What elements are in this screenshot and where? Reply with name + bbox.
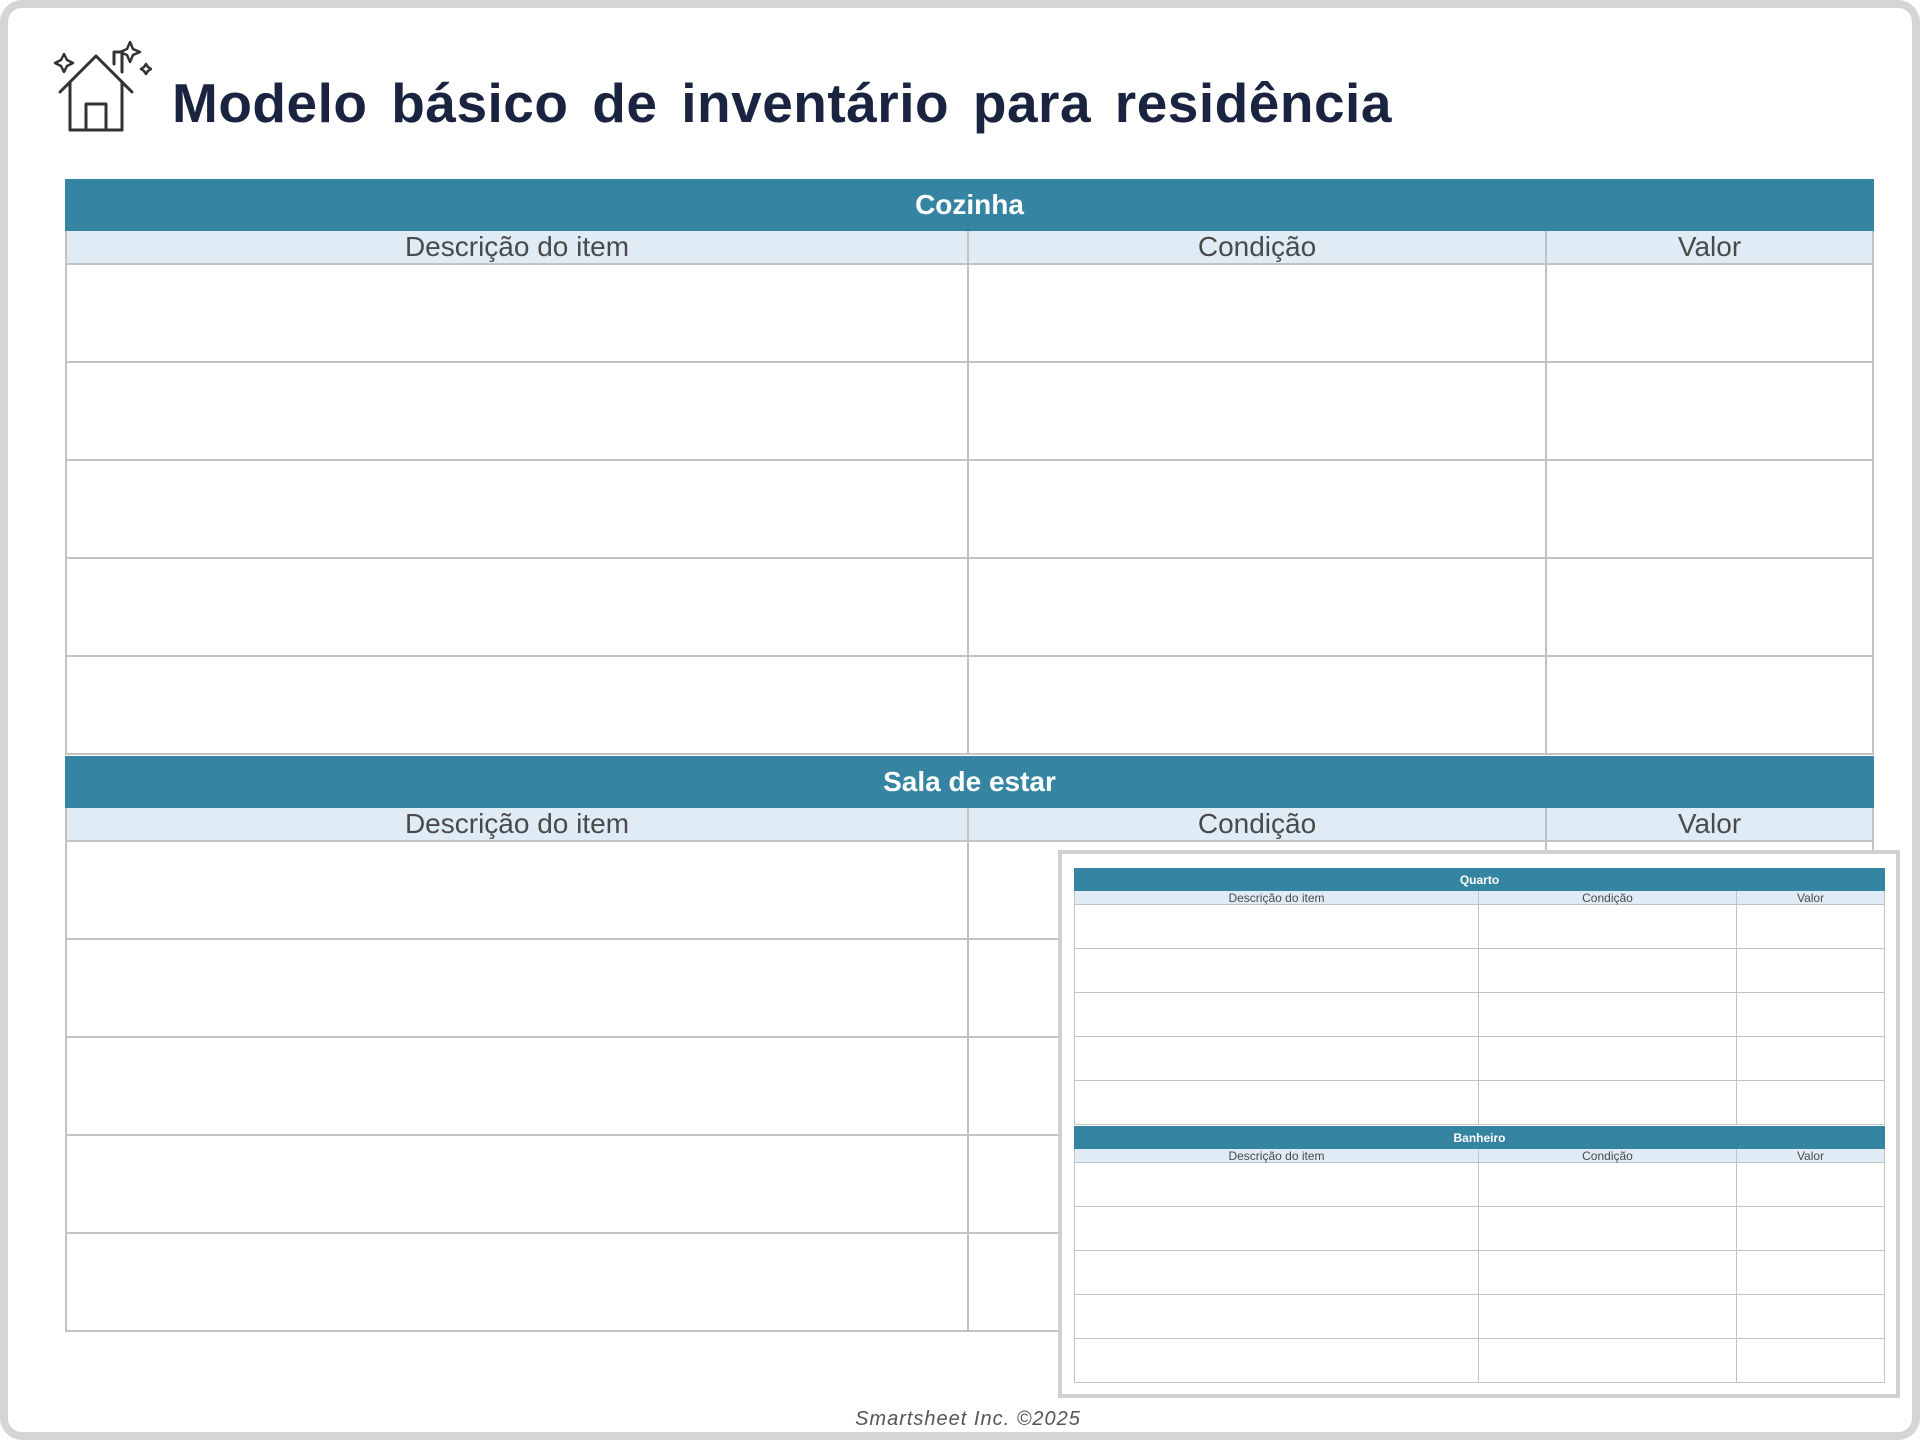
value-cell[interactable] [1737, 1037, 1885, 1081]
condition-cell[interactable] [1479, 1251, 1737, 1295]
value-cell[interactable] [1737, 1295, 1885, 1339]
table-row [1075, 949, 1885, 993]
description-cell[interactable] [1075, 905, 1479, 949]
table-row [1075, 1339, 1885, 1383]
table-row [1075, 993, 1885, 1037]
value-cell[interactable] [1737, 1163, 1885, 1207]
condition-cell[interactable] [1479, 1037, 1737, 1081]
column-header-condition: Condição [968, 230, 1546, 264]
page-preview-inset [1058, 850, 1900, 1398]
table-row [66, 558, 1873, 656]
table-row [1075, 1207, 1885, 1251]
description-cell[interactable] [66, 656, 968, 754]
description-cell[interactable] [66, 558, 968, 656]
condition-cell[interactable] [968, 558, 1546, 656]
table-row [66, 362, 1873, 460]
value-cell[interactable] [1546, 656, 1873, 754]
description-cell[interactable] [1075, 1251, 1479, 1295]
table-row [66, 656, 1873, 754]
description-cell[interactable] [66, 362, 968, 460]
description-cell[interactable] [66, 939, 968, 1037]
condition-cell[interactable] [1479, 1163, 1737, 1207]
column-header-description: Descrição do item [1075, 1149, 1479, 1163]
description-cell[interactable] [1075, 1037, 1479, 1081]
condition-cell[interactable] [1479, 1081, 1737, 1125]
column-header-description: Descrição do item [66, 807, 968, 841]
description-cell[interactable] [1075, 1339, 1479, 1383]
condition-cell[interactable] [1479, 1339, 1737, 1383]
house-sparkle-icon [52, 38, 152, 134]
description-cell[interactable] [1075, 1295, 1479, 1339]
column-header-description: Descrição do item [66, 230, 968, 264]
column-header-value: Valor [1546, 230, 1873, 264]
value-cell[interactable] [1546, 460, 1873, 558]
copyright-footer: Smartsheet Inc. ©2025 [855, 1408, 1081, 1430]
condition-cell[interactable] [1479, 1295, 1737, 1339]
bedroom-section-title: Quarto [1075, 869, 1885, 891]
value-cell[interactable] [1546, 264, 1873, 362]
value-cell[interactable] [1737, 993, 1885, 1037]
condition-cell[interactable] [1479, 1207, 1737, 1251]
table-row [66, 264, 1873, 362]
description-cell[interactable] [66, 841, 968, 939]
value-cell[interactable] [1737, 1081, 1885, 1125]
table-row [1075, 1295, 1885, 1339]
table-row [66, 460, 1873, 558]
bathroom-section-title: Banheiro [1075, 1127, 1885, 1149]
table-row [1075, 1163, 1885, 1207]
condition-cell[interactable] [968, 656, 1546, 754]
description-cell[interactable] [66, 1037, 968, 1135]
page-title: Modelo básico de inventário para residência [172, 72, 1392, 134]
value-cell[interactable] [1737, 905, 1885, 949]
column-header-value: Valor [1546, 807, 1873, 841]
condition-cell[interactable] [1479, 949, 1737, 993]
description-cell[interactable] [1075, 1081, 1479, 1125]
description-cell[interactable] [66, 264, 968, 362]
kitchen-section-title: Cozinha [66, 180, 1873, 230]
column-header-condition: Condição [968, 807, 1546, 841]
description-cell[interactable] [1075, 993, 1479, 1037]
table-row [1075, 1081, 1885, 1125]
value-cell[interactable] [1737, 1339, 1885, 1383]
description-cell[interactable] [66, 1233, 968, 1331]
value-cell[interactable] [1546, 362, 1873, 460]
column-header-condition: Condição [1479, 891, 1737, 905]
condition-cell[interactable] [968, 460, 1546, 558]
value-cell[interactable] [1737, 1207, 1885, 1251]
table-row [1075, 905, 1885, 949]
description-cell[interactable] [66, 460, 968, 558]
living-room-section-title: Sala de estar [66, 757, 1873, 807]
description-cell[interactable] [1075, 1163, 1479, 1207]
kitchen-table [65, 179, 1874, 755]
bathroom-table [1074, 1126, 1885, 1383]
bedroom-table [1074, 868, 1885, 1125]
column-header-value: Valor [1737, 891, 1885, 905]
value-cell[interactable] [1546, 558, 1873, 656]
description-cell[interactable] [1075, 1207, 1479, 1251]
condition-cell[interactable] [1479, 905, 1737, 949]
condition-cell[interactable] [968, 264, 1546, 362]
table-row [1075, 1037, 1885, 1081]
value-cell[interactable] [1737, 949, 1885, 993]
column-header-condition: Condição [1479, 1149, 1737, 1163]
column-header-description: Descrição do item [1075, 891, 1479, 905]
description-cell[interactable] [1075, 949, 1479, 993]
condition-cell[interactable] [1479, 993, 1737, 1037]
value-cell[interactable] [1737, 1251, 1885, 1295]
table-row [1075, 1251, 1885, 1295]
column-header-value: Valor [1737, 1149, 1885, 1163]
description-cell[interactable] [66, 1135, 968, 1233]
condition-cell[interactable] [968, 362, 1546, 460]
